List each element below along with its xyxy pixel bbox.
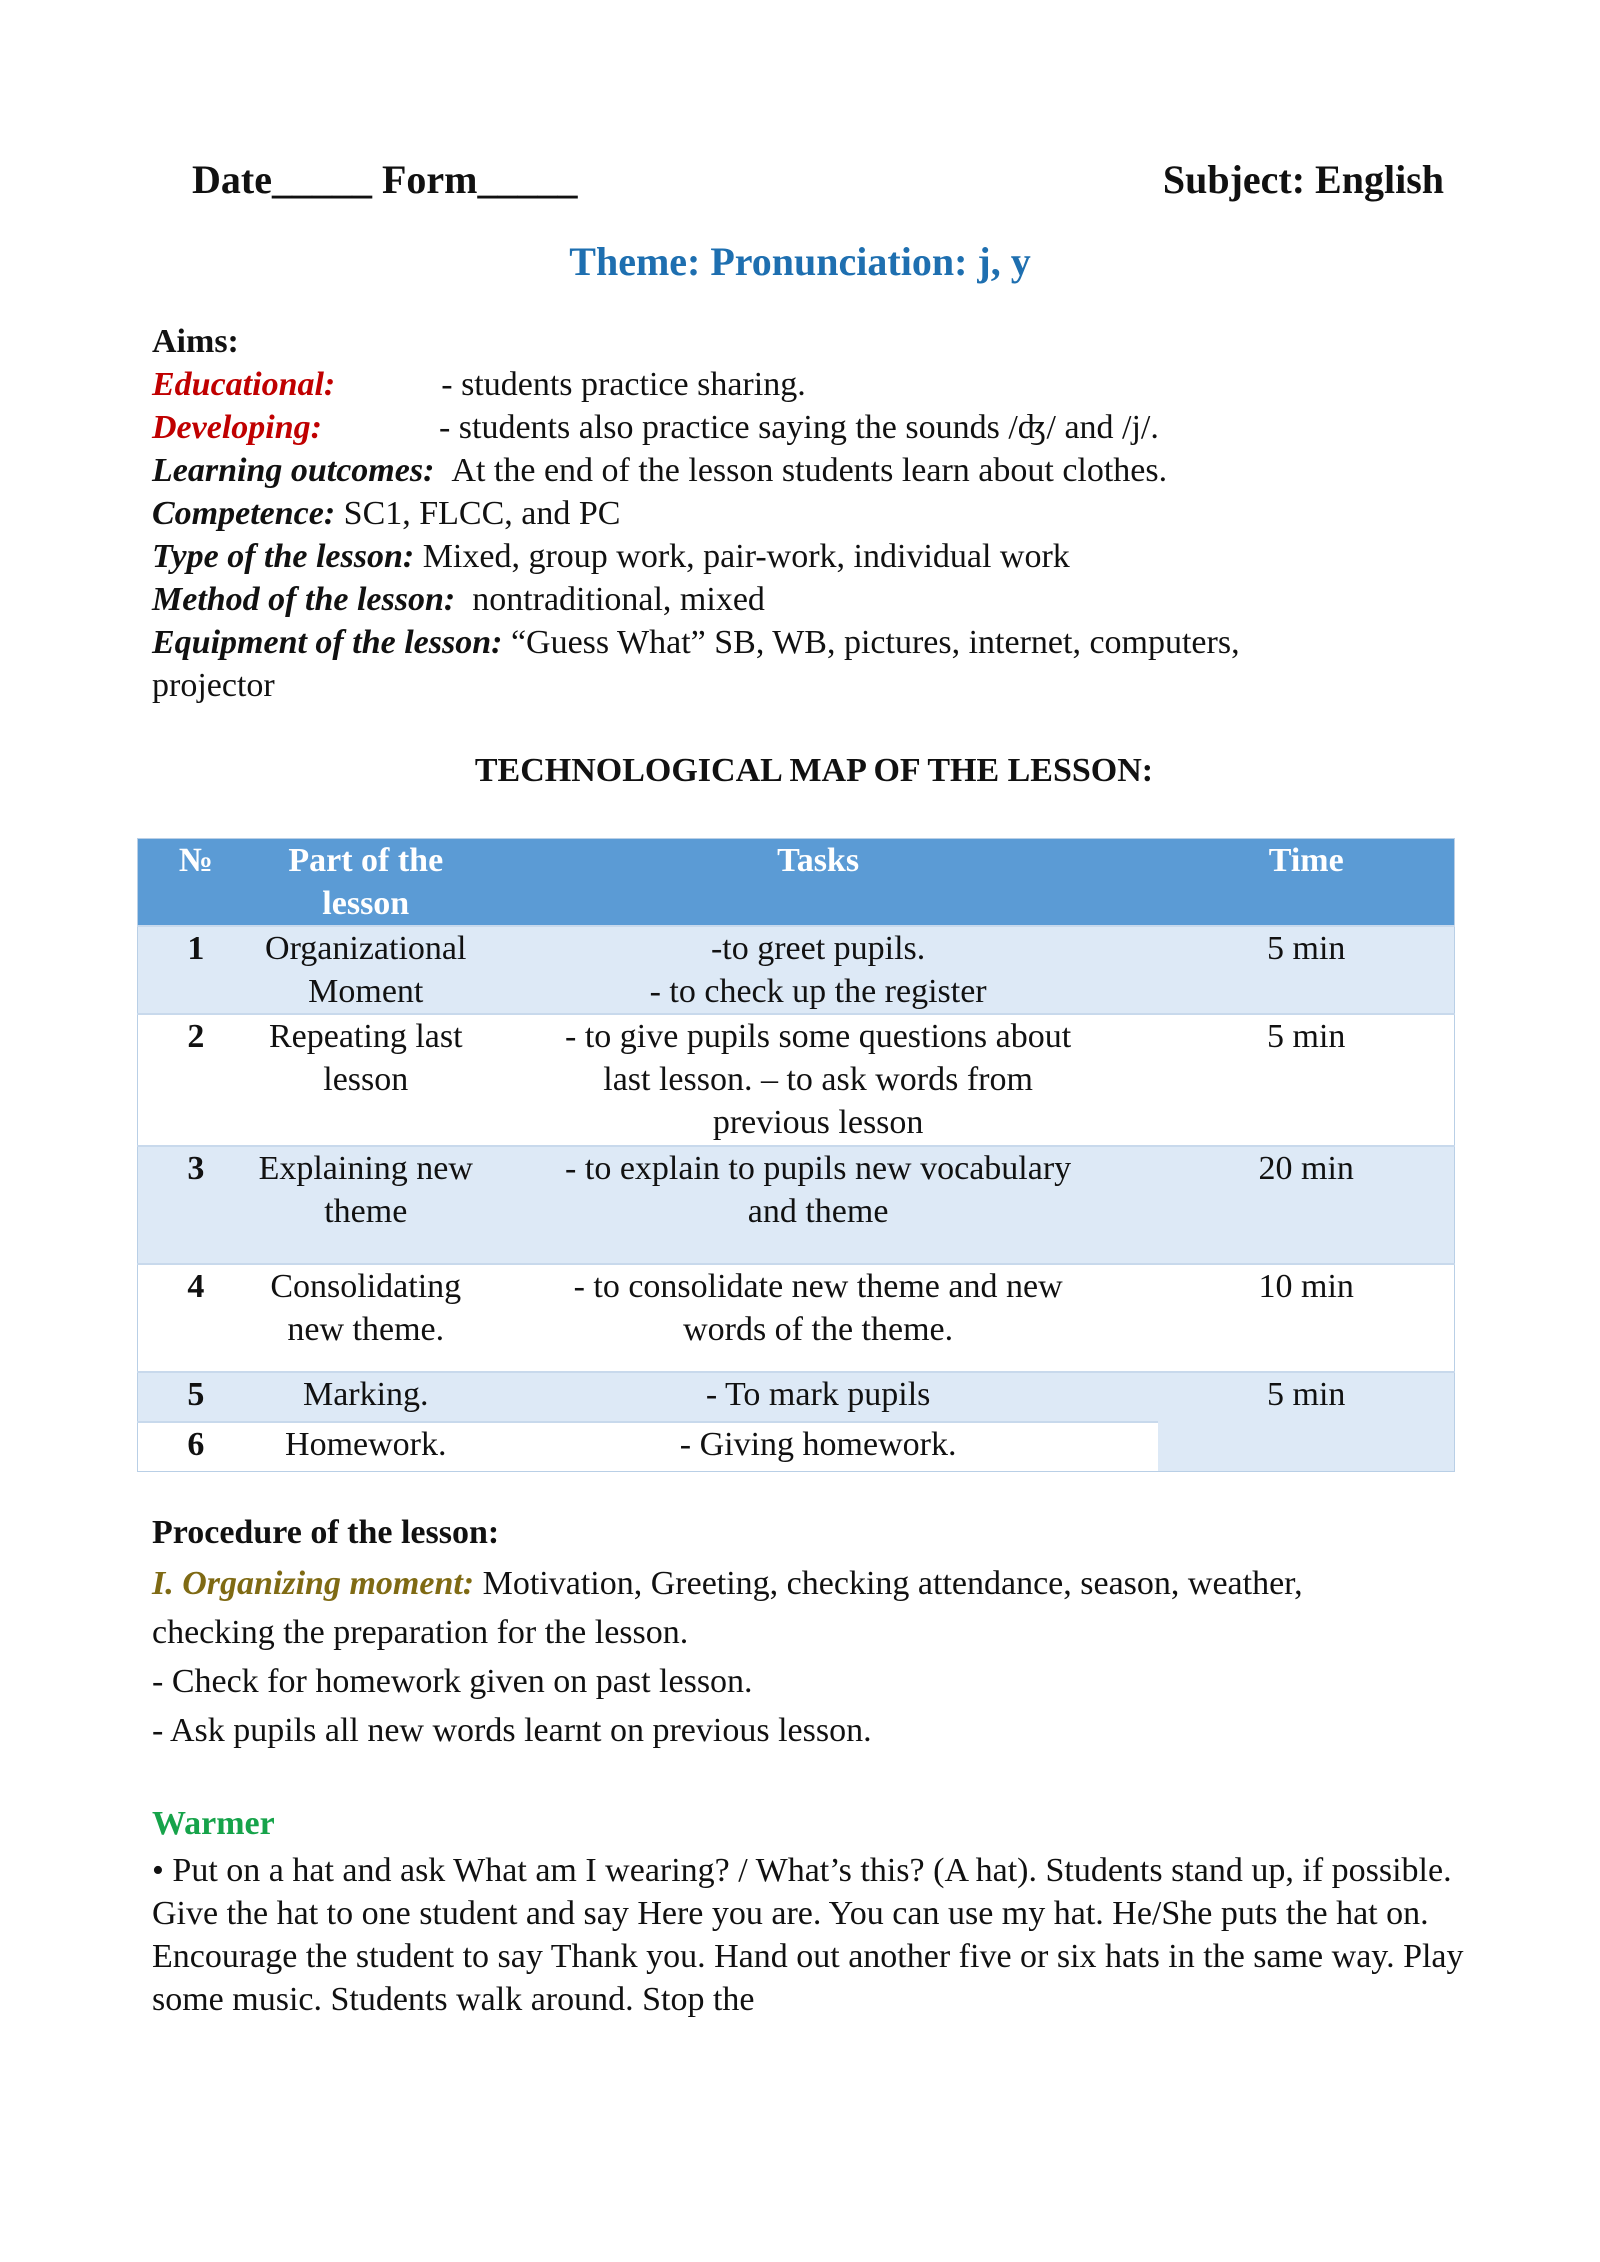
table-row <box>138 1372 1455 1422</box>
aims-heading: Aims: <box>152 323 239 360</box>
row-number: 2 <box>138 1014 254 1146</box>
aim-developing <box>152 406 1472 449</box>
row-number: 1 <box>138 926 254 1014</box>
lesson-type <box>152 535 1472 578</box>
procedure-item: - Check for homework given on past lesson. <box>152 1663 753 1700</box>
competence-text: SC1, FLCC, and PC <box>343 495 621 532</box>
technological-map-table <box>137 838 1455 1472</box>
lesson-equipment <box>152 621 1472 664</box>
outcomes-text: At the end of the lesson students learn about clothes. <box>451 452 1168 489</box>
row-number: 5 <box>138 1372 254 1422</box>
organizing-moment-text: Motivation, Greeting, checking attendance, season, weather, <box>474 1565 1303 1602</box>
row-tasks: - to give pupils some questions about last lesson. – to ask words from previous lesson <box>478 1014 1159 1146</box>
row-number: 4 <box>138 1264 254 1372</box>
learning-outcomes <box>152 449 1472 492</box>
educational-label: Educational: <box>152 366 336 403</box>
educational-text: - students practice sharing. <box>441 366 806 403</box>
row-part: Homework. <box>254 1422 478 1472</box>
warmer-text: • Put on a hat and ask What am I wearing? / What’s this? (A hat). Students stand up, if possible. Give the hat to one student and say Here you are. You can use my hat. He/She puts the hat on. Encourage the student to say Thank you. Hand out another five or six hats in the same way. Play some music. Students walk around. Stop the <box>152 1852 1464 2018</box>
header-tasks: Tasks <box>478 839 1159 927</box>
row-time: 10 min <box>1158 1264 1454 1372</box>
organizing-moment-cont: checking the preparation for the lesson. <box>152 1614 689 1651</box>
row-part: Consolidating new theme. <box>254 1264 478 1372</box>
table-row <box>138 1146 1455 1264</box>
row-part: Explaining new theme <box>254 1146 478 1264</box>
procedure-heading: Procedure of the lesson: <box>152 1514 500 1551</box>
row-number: 6 <box>138 1422 254 1472</box>
aim-educational <box>152 363 1472 406</box>
competence <box>152 492 1472 535</box>
row-time: 5 min <box>1158 1014 1454 1146</box>
table-row <box>138 1014 1455 1146</box>
equipment-text: “Guess What” SB, WB, pictures, internet, computers, <box>510 624 1240 661</box>
warmer-section <box>152 1802 1482 2021</box>
row-tasks: - to consolidate new theme and new words of the theme. <box>478 1264 1159 1372</box>
row-number: 3 <box>138 1146 254 1264</box>
type-text: Mixed, group work, pair-work, individual work <box>422 538 1070 575</box>
aims-section <box>152 320 1472 707</box>
procedure-section <box>152 1508 1482 1755</box>
method-text: nontraditional, mixed <box>472 581 765 618</box>
procedure-item: - Ask pupils all new words learnt on previous lesson. <box>152 1712 872 1749</box>
equipment-label: Equipment of the lesson: <box>152 624 503 661</box>
row-tasks: - Giving homework. <box>478 1422 1159 1472</box>
header-time: Time <box>1158 839 1454 927</box>
subject-line: Subject: English <box>1162 157 1444 202</box>
method-label: Method of the lesson: <box>152 581 456 618</box>
header-row <box>192 156 1444 212</box>
developing-text: - students also practice saying the sounds /ʤ/ and /j/. <box>438 409 1159 446</box>
row-part: Repeating last lesson <box>254 1014 478 1146</box>
table-row <box>138 926 1455 1014</box>
lesson-equipment-cont: projector <box>152 667 275 704</box>
header-number: № <box>138 839 254 927</box>
competence-label: Competence: <box>152 495 336 532</box>
warmer-title: Warmer <box>152 1805 275 1842</box>
row-tasks: -to greet pupils. - to check up the register <box>478 926 1159 1014</box>
row-time: 5 min <box>1158 926 1454 1014</box>
row-part: Organizational Moment <box>254 926 478 1014</box>
table-header-row <box>138 839 1455 927</box>
technological-map-title: TECHNOLOGICAL MAP OF THE LESSON: <box>474 752 1154 789</box>
theme-title: Theme: Pronunciation: j, y <box>569 239 1031 284</box>
developing-label: Developing: <box>152 409 322 446</box>
table-row <box>138 1264 1455 1372</box>
date-form-line: Date_____ Form_____ <box>192 157 578 202</box>
row-part: Marking. <box>254 1372 478 1422</box>
organizing-moment-label: I. Organizing moment: <box>152 1565 475 1602</box>
header-part: Part of the lesson <box>254 839 478 927</box>
type-label: Type of the lesson: <box>152 538 415 575</box>
row-tasks: - to explain to pupils new vocabulary and theme <box>478 1146 1159 1264</box>
row-time: 20 min <box>1158 1146 1454 1264</box>
row-time: 5 min <box>1158 1372 1454 1472</box>
row-tasks: - To mark pupils <box>478 1372 1159 1422</box>
lesson-method <box>152 578 1472 621</box>
organizing-moment <box>152 1559 1482 1608</box>
outcomes-label: Learning outcomes: <box>152 452 435 489</box>
